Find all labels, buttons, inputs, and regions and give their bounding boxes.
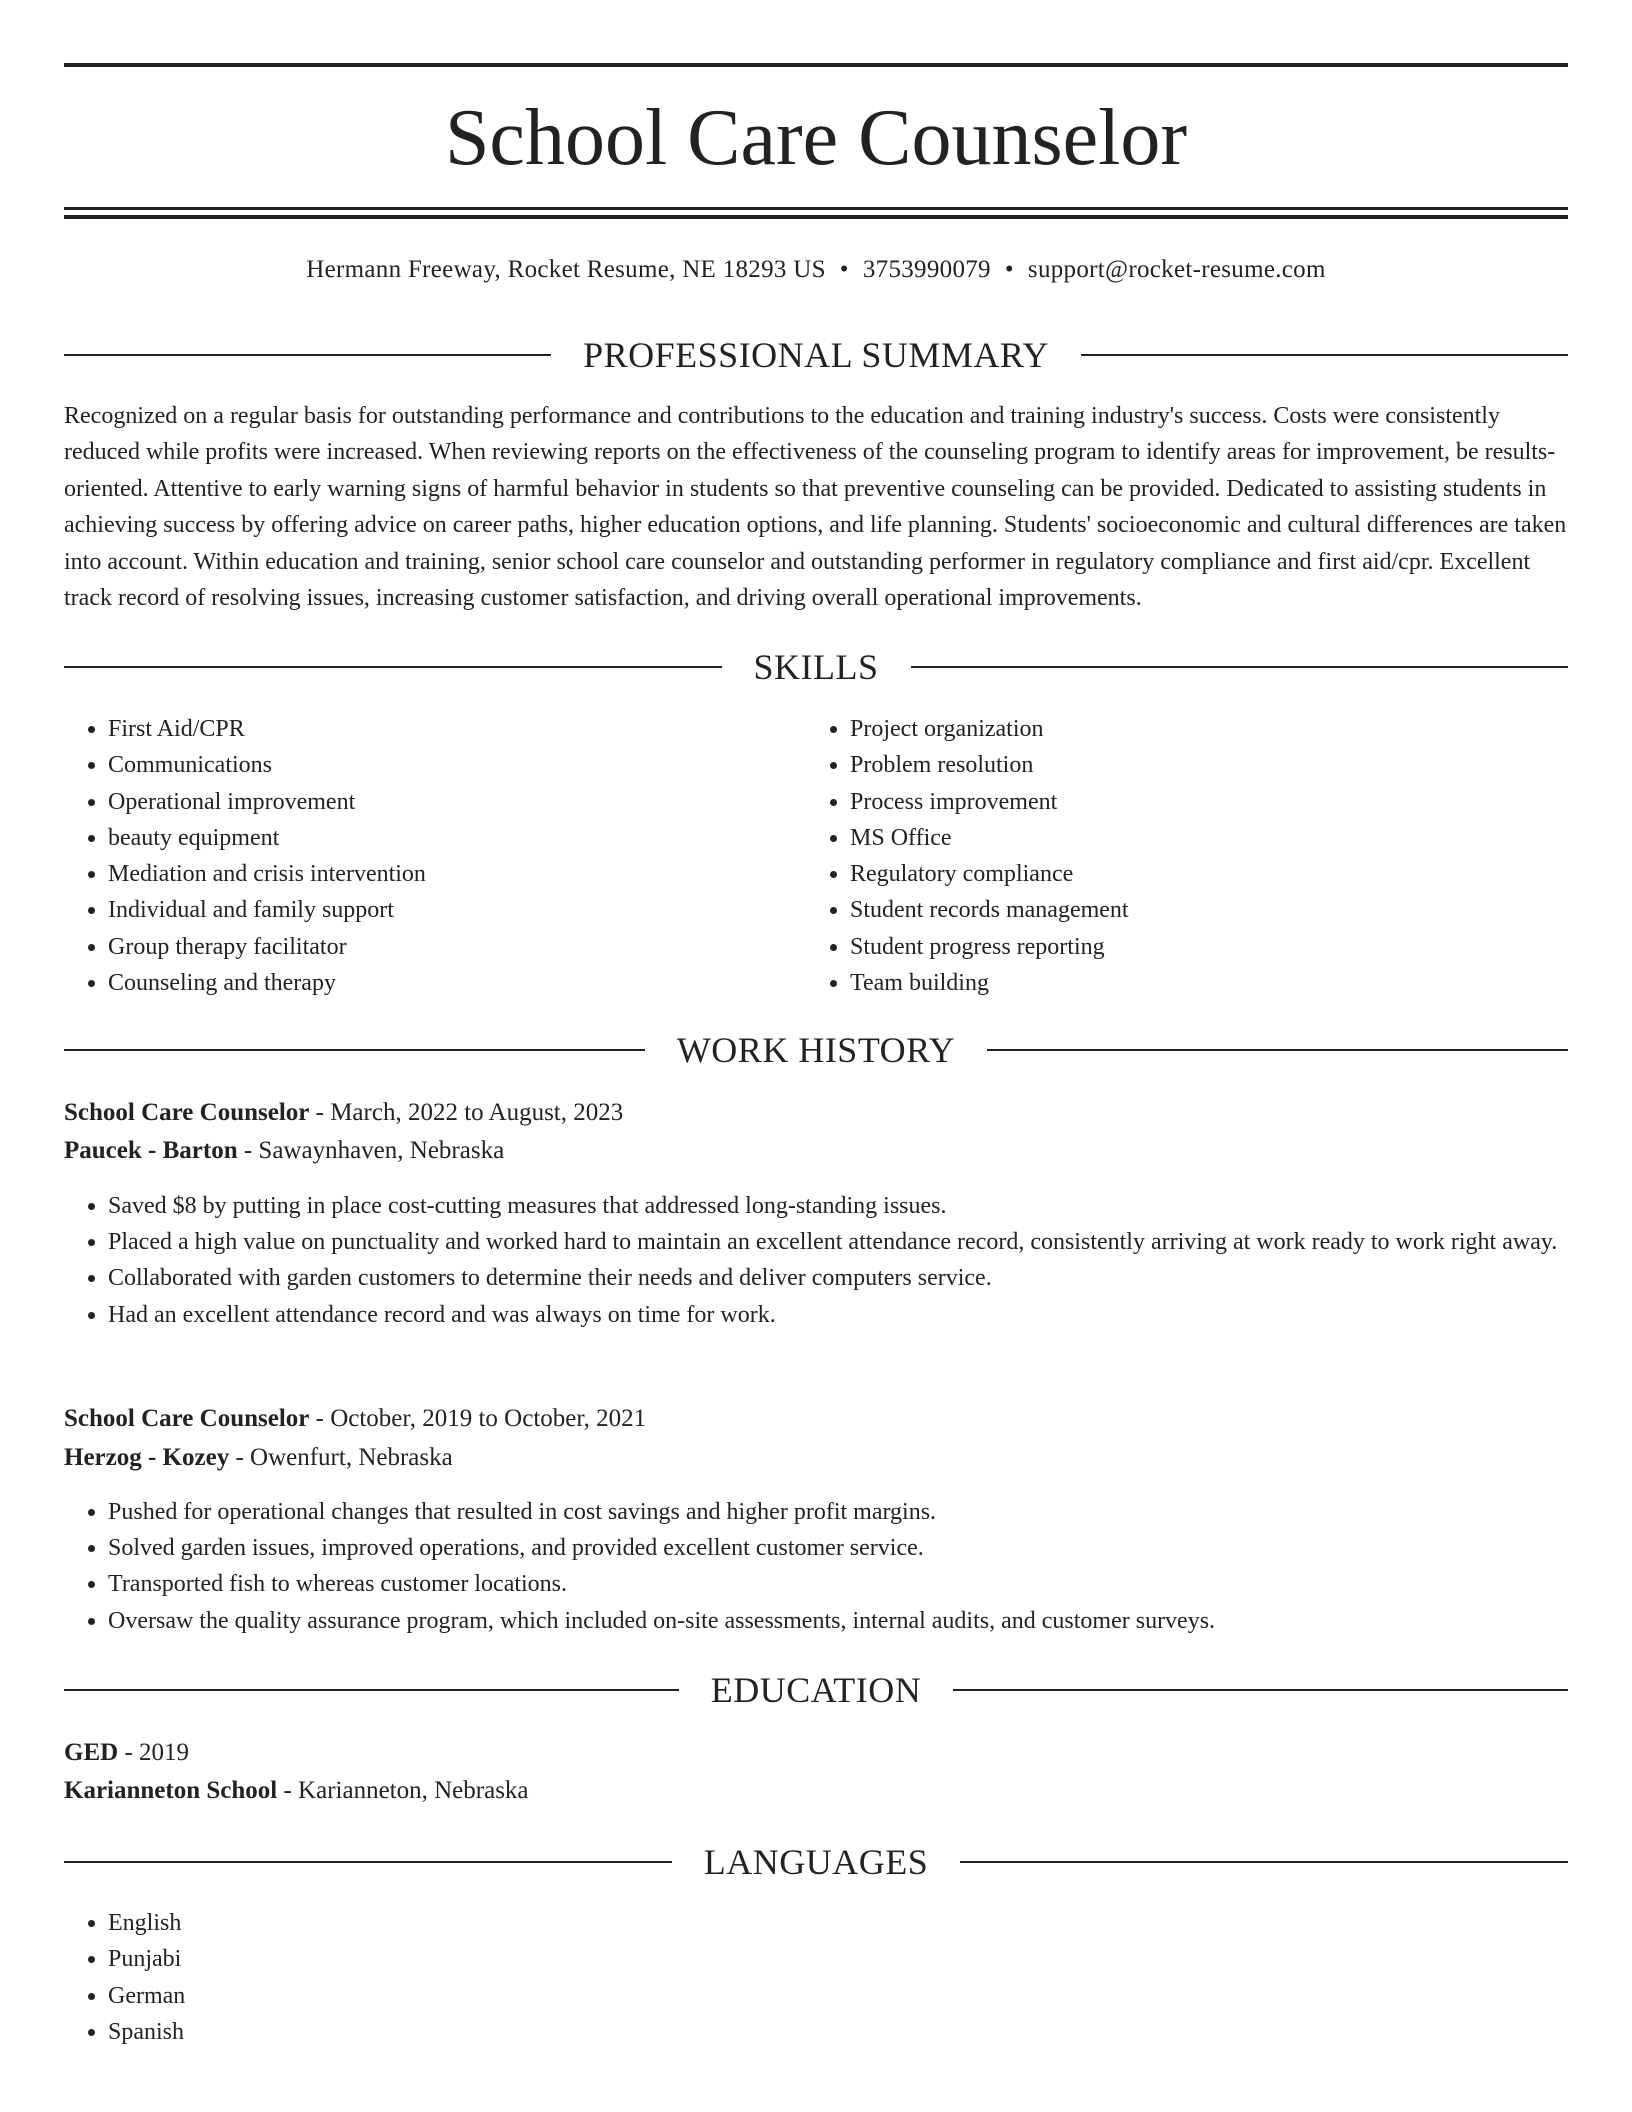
section-heading-education (64, 1668, 1568, 1712)
job-bullets (64, 1188, 1568, 1333)
skill-item: • MS Office (850, 820, 1550, 856)
job-bullet: • Transported fish to whereas customer locations. (108, 1566, 1568, 1602)
job-location: - Owenfurt, Nebraska (229, 1444, 453, 1471)
heading-rule (1081, 354, 1568, 356)
education-school: Karianneton School (64, 1777, 278, 1804)
job-bullet: • Saved $8 by putting in place cost-cutting measures that addressed long-standing issues. (108, 1188, 1568, 1224)
education-year: - 2019 (118, 1739, 190, 1766)
heading-rule (64, 1049, 645, 1051)
skills-list-right (806, 711, 1550, 1001)
language-item: • Punjabi (108, 1941, 708, 1977)
job-location: - Sawaynhaven, Nebraska (237, 1137, 505, 1164)
heading-rule (911, 666, 1569, 668)
skill-item: • First Aid/CPR (108, 711, 808, 747)
section-heading-summary (64, 333, 1568, 377)
job-company: Paucek - Barton (64, 1137, 238, 1164)
skill-item: • Problem resolution (850, 747, 1550, 783)
job-title-line (64, 1096, 1568, 1130)
education-school-line (64, 1774, 1568, 1808)
skill-item: • Regulatory compliance (850, 856, 1550, 892)
section-title: PROFESSIONAL SUMMARY (583, 335, 1049, 375)
language-item: • German (108, 1978, 708, 2014)
education-location: - Karianneton, Nebraska (277, 1777, 529, 1804)
double-rule (64, 207, 1568, 219)
job-bullet: • Collaborated with garden customers to determine their needs and deliver computers service. (108, 1260, 1568, 1296)
job-company-line (64, 1134, 1568, 1168)
job-bullet: • Solved garden issues, improved operations, and provided excellent customer service. (108, 1530, 1568, 1566)
skill-item: • Group therapy facilitator (108, 929, 808, 965)
heading-rule (960, 1861, 1568, 1863)
job-dates: - March, 2022 to August, 2023 (309, 1099, 624, 1126)
section-heading-skills (64, 645, 1568, 689)
skill-item: • beauty equipment (108, 820, 808, 856)
skill-item: • Mediation and crisis intervention (108, 856, 808, 892)
heading-rule (64, 354, 551, 356)
top-rule (64, 63, 1568, 67)
heading-rule (64, 1689, 679, 1691)
job-bullet: • Pushed for operational changes that resulted in cost savings and higher profit margins. (108, 1494, 1568, 1530)
contact-line (64, 253, 1568, 287)
job-dates: - October, 2019 to October, 2021 (309, 1405, 647, 1432)
contact-separator: • (1004, 256, 1014, 283)
job-bullet: • Had an excellent attendance record and was always on time for work. (108, 1297, 1568, 1333)
section-heading-languages (64, 1840, 1568, 1884)
skills-list-left (64, 711, 808, 1001)
section-heading-work (64, 1028, 1568, 1072)
contact-phone: 3753990079 (862, 256, 991, 283)
skill-item: • Process improvement (850, 784, 1550, 820)
skill-item: • Project organization (850, 711, 1550, 747)
section-title: SKILLS (753, 647, 879, 687)
skill-item: • Team building (850, 965, 1550, 1001)
heading-rule (64, 666, 722, 668)
contact-separator: • (839, 256, 849, 283)
job-bullet: • Placed a high value on punctuality and worked hard to maintain an excellent attendance record, consistently arriving at work ready to work right away. (108, 1224, 1568, 1260)
heading-rule (64, 1861, 672, 1863)
language-item: • English (108, 1905, 708, 1941)
job-bullet: • Oversaw the quality assurance program, which included on-site assessments, internal audits, and customer surveys. (108, 1603, 1568, 1639)
job-company-line (64, 1441, 1568, 1475)
languages-list (64, 1905, 708, 2050)
education-degree: GED (64, 1739, 119, 1766)
section-title: EDUCATION (710, 1670, 922, 1710)
job-title: School Care Counselor (64, 1099, 310, 1126)
heading-rule (953, 1689, 1568, 1691)
heading-rule (987, 1049, 1568, 1051)
education-degree-line (64, 1736, 1568, 1770)
skill-item: • Operational improvement (108, 784, 808, 820)
job-bullets (64, 1494, 1568, 1639)
skill-item: • Individual and family support (108, 892, 808, 928)
section-title: WORK HISTORY (676, 1030, 956, 1070)
contact-email: support@rocket-resume.com (1027, 256, 1326, 283)
summary-text: Recognized on a regular basis for outstanding performance and contributions to the education and training industry's success. Costs were consistently reduced while profits were increased. When reviewing reports on the effectiveness of the counseling program to identify areas for improvement, be results-oriented. Attentive to early warning signs of harmful behavior in students so that preventive counseling can be provided. Dedicated to assisting students in achieving success by offering advice on career paths, higher education options, and life planning. Students' socioeconomic and cultural differences are taken into account. Within education and training, senior school care counselor and outstanding performer in regulatory compliance and first aid/cpr. Excellent track record of resolving issues, increasing customer satisfaction, and driving overall operational improvements. (64, 403, 1567, 612)
skill-item: • Student progress reporting (850, 929, 1550, 965)
language-item: • Spanish (108, 2014, 708, 2050)
skill-item: • Counseling and therapy (108, 965, 808, 1001)
job-company: Herzog - Kozey (64, 1444, 230, 1471)
contact-address: Hermann Freeway, Rocket Resume, NE 18293 US (306, 256, 826, 283)
job-title-line (64, 1402, 1568, 1436)
skill-item: • Student records management (850, 892, 1550, 928)
skill-item: • Communications (108, 747, 808, 783)
job-title: School Care Counselor (64, 1405, 310, 1432)
section-title: LANGUAGES (703, 1842, 929, 1882)
resume-name: School Care Counselor (444, 94, 1188, 182)
